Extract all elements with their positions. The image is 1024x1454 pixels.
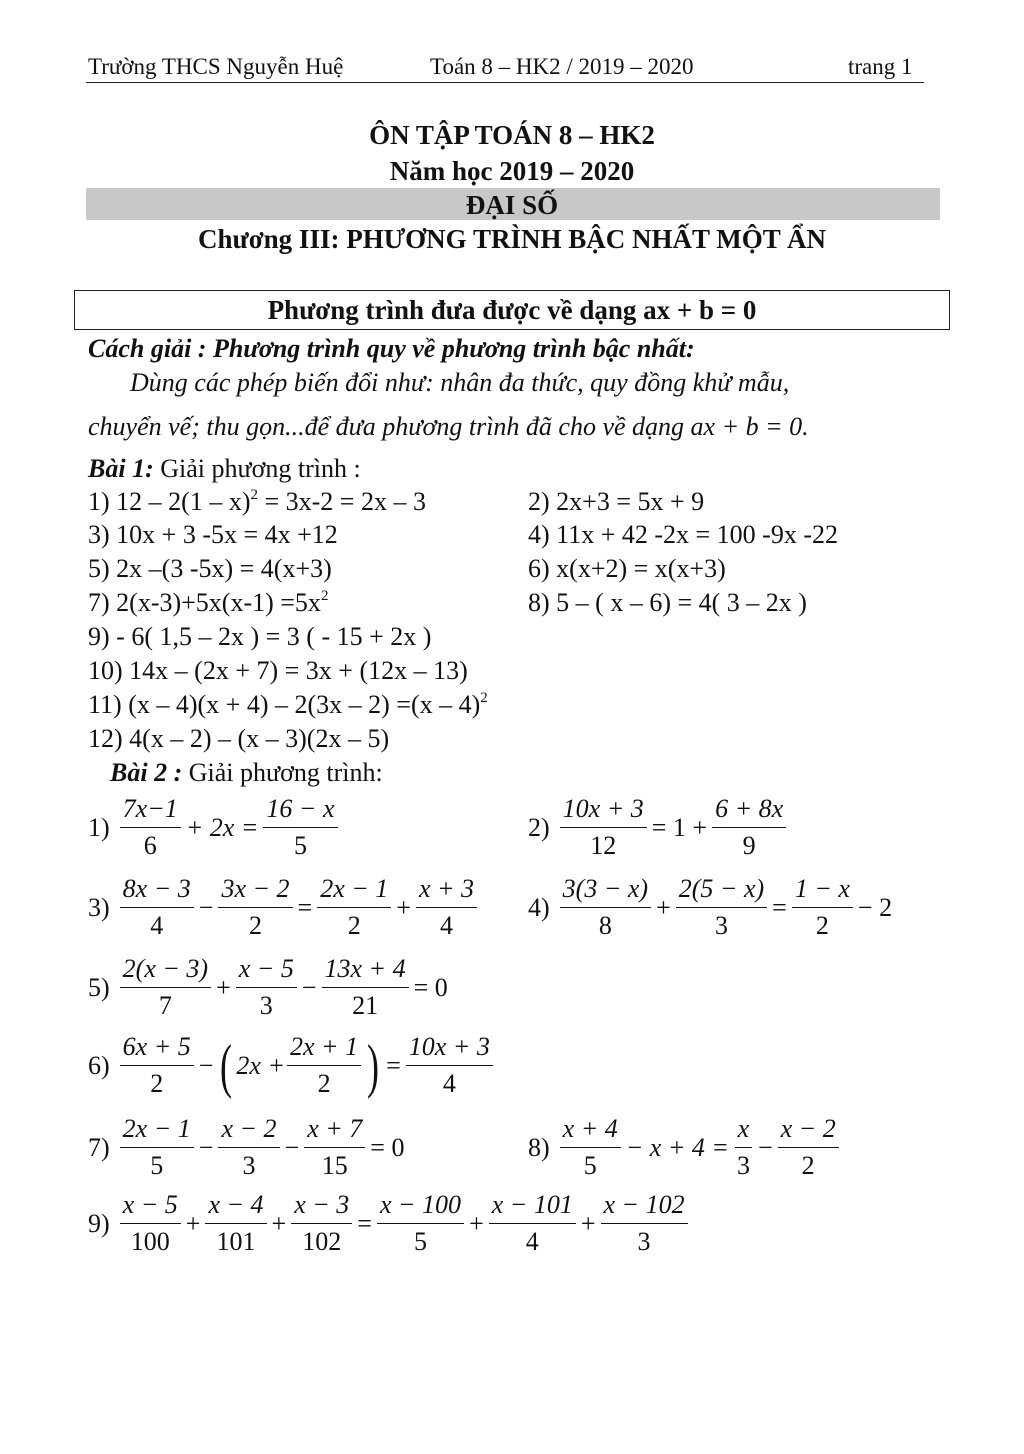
math-sup: 2 — [250, 487, 258, 503]
math-lbl: 6) — [88, 1050, 110, 1080]
math-paren: ( — [220, 1032, 233, 1099]
bai2-equation-5 — [88, 952, 451, 1023]
fraction — [120, 792, 181, 863]
math-num: 10x + 3 — [406, 1030, 493, 1066]
math-num: 2x − 1 — [120, 1112, 194, 1148]
bai2-equation-8 — [528, 1112, 841, 1183]
math-num: 13x + 4 — [322, 952, 409, 988]
fraction — [218, 1112, 279, 1183]
math-den: 2 — [248, 911, 262, 940]
math-sup: 2 — [480, 690, 488, 706]
bai1-problem-2: 2) 2x+3 = 5x + 9 — [528, 487, 705, 516]
bai2-equation-1 — [88, 792, 340, 863]
math-op: + — [271, 1208, 287, 1238]
math-den: 2 — [347, 911, 361, 940]
math-op: − — [284, 1132, 300, 1162]
method-line-2: chuyển vế; thu gọn...để đưa phương trình đã cho về dạng ax + b = 0. — [88, 412, 809, 441]
section-title: ĐẠI SỐ — [465, 190, 559, 220]
header-rule — [86, 82, 924, 83]
math-op: + — [216, 972, 231, 1002]
bai1-problem-6: 6) x(x+2) = x(x+3) — [528, 554, 726, 583]
math-op: + — [185, 1208, 201, 1238]
bai2-equation-4 — [528, 872, 895, 943]
math-den: 7 — [158, 991, 172, 1020]
header-page-number: trang 1 — [848, 54, 913, 79]
chapter-title: Chương III: PHƯƠNG TRÌNH BẬC NHẤT MỘT ẨN — [198, 224, 826, 254]
bai2-equation-2 — [528, 792, 788, 863]
math-den: 2 — [150, 1069, 164, 1098]
fraction — [304, 1112, 365, 1183]
math-den: 2 — [815, 911, 829, 940]
math-num: x − 2 — [218, 1112, 279, 1148]
math-den: 4 — [440, 911, 454, 940]
fraction — [778, 1112, 839, 1183]
math-op: + — [469, 1208, 484, 1238]
math-den: 4 — [442, 1069, 456, 1098]
math-op: − — [198, 1050, 214, 1080]
math-den: 3 — [714, 911, 728, 940]
bai1-problem-8: 8) 5 – ( x – 6) = 4( 3 – 2x ) — [528, 588, 807, 617]
bai1-label: Bài 1: — [88, 454, 154, 483]
school-year: Năm học 2019 – 2020 — [389, 156, 635, 186]
math-op: = — [297, 892, 313, 922]
bai1-problem-5: 5) 2x –(3 -5x) = 4(x+3) — [88, 554, 332, 583]
math-paren: ) — [367, 1032, 380, 1099]
math-var: 2x + — [236, 1050, 286, 1080]
math-span: 1) 12 – 2(1 – x) — [88, 487, 251, 516]
math-num: x − 4 — [205, 1188, 266, 1224]
fraction — [205, 1188, 266, 1259]
bai1-problem-12: 12) 4(x – 2) – (x – 3)(2x – 5) — [88, 724, 390, 753]
fraction — [120, 952, 211, 1023]
fraction — [317, 872, 391, 943]
math-lbl: 9) — [88, 1208, 110, 1238]
fraction — [416, 872, 477, 943]
math-den: 5 — [293, 831, 307, 860]
fraction — [792, 872, 853, 943]
fraction — [377, 1188, 464, 1259]
math-den: 3 — [736, 1151, 750, 1180]
math-num: 2(5 − x) — [676, 872, 767, 908]
math-op: − — [198, 1132, 214, 1162]
math-num: 6 + 8x — [712, 792, 786, 828]
bai1-problem-4: 4) 11x + 42 -2x = 100 -9x -22 — [528, 520, 838, 549]
math-num: x − 3 — [291, 1188, 352, 1224]
method-line-1: Dùng các phép biến đổi như: nhân đa thức, quy đồng khử mẫu, — [130, 368, 790, 397]
math-den: 4 — [525, 1227, 539, 1256]
topic-box: Phương trình đưa được về dạng ax + b = 0 — [74, 290, 950, 330]
math-op: + — [656, 892, 671, 922]
bai1-problem-9: 9) - 6( 1,5 – 2x ) = 3 ( - 15 + 2x ) — [88, 622, 432, 651]
bai1-heading — [88, 454, 361, 484]
fraction — [489, 1188, 576, 1259]
math-op: = 0 — [413, 972, 448, 1002]
bai1-problem-3: 3) 10x + 3 -5x = 4x +12 — [88, 520, 338, 549]
math-lbl: 1) — [88, 812, 110, 842]
math-num: 6x + 5 — [120, 1030, 194, 1066]
math-den: 2 — [317, 1069, 331, 1098]
math-op: = — [357, 1208, 372, 1238]
math-num: x − 101 — [489, 1188, 576, 1224]
math-num: x + 7 — [304, 1112, 365, 1148]
math-op: = — [772, 892, 787, 922]
math-den: 5 — [583, 1151, 597, 1180]
bai1-problem-7 — [88, 588, 328, 618]
math-op: − — [198, 892, 214, 922]
math-num: x − 100 — [377, 1188, 464, 1224]
math-num: 16 − x — [263, 792, 337, 828]
fraction — [712, 792, 786, 863]
math-num: 3(3 − x) — [560, 872, 651, 908]
math-num: x + 4 — [560, 1112, 621, 1148]
fraction — [406, 1030, 493, 1101]
bai2-equation-6 — [88, 1030, 495, 1101]
math-span: 7) 2(x-3)+5x(x-1) =5x — [88, 588, 321, 617]
math-den: 102 — [302, 1227, 342, 1256]
math-den: 12 — [590, 831, 617, 860]
header-course: Toán 8 – HK2 / 2019 – 2020 — [430, 54, 694, 79]
fraction — [287, 1030, 361, 1101]
math-num: x − 5 — [236, 952, 297, 988]
math-lbl: 5) — [88, 972, 110, 1002]
bai1-problem-11 — [88, 690, 488, 720]
math-den: 2 — [801, 1151, 815, 1180]
math-num: 3x − 2 — [218, 872, 292, 908]
bai2-equation-3 — [88, 872, 479, 943]
fraction — [120, 1188, 181, 1259]
bai1-instruction: Giải phương trình : — [153, 454, 361, 483]
fraction — [236, 952, 297, 1023]
math-op: − — [757, 1132, 773, 1162]
fraction — [676, 872, 767, 943]
math-den: 6 — [143, 831, 157, 860]
bai2-instruction: Giải phương trình: — [182, 758, 383, 787]
math-op: + — [396, 892, 411, 922]
math-num: 2x − 1 — [317, 872, 391, 908]
math-den: 3 — [637, 1227, 651, 1256]
fraction — [601, 1188, 688, 1259]
math-span: 11) (x – 4)(x + 4) – 2(3x – 2) =(x – 4) — [88, 690, 481, 719]
math-num: x − 5 — [120, 1188, 181, 1224]
doc-title: ÔN TẬP TOÁN 8 – HK2 — [369, 120, 655, 150]
math-den: 5 — [150, 1151, 164, 1180]
math-sup: 2 — [320, 588, 329, 604]
math-lbl: 7) — [88, 1132, 110, 1162]
math-num: 10x + 3 — [560, 792, 647, 828]
header-school: Trường THCS Nguyễn Huệ — [88, 54, 344, 79]
math-lbl: 8) — [528, 1132, 550, 1162]
math-den: 3 — [259, 991, 273, 1020]
fraction — [120, 1112, 194, 1183]
fraction — [322, 952, 409, 1023]
math-num: x − 102 — [601, 1188, 688, 1224]
math-den: 101 — [216, 1227, 256, 1256]
math-num: 2x + 1 — [287, 1030, 361, 1066]
math-num: x — [735, 1112, 753, 1148]
math-den: 3 — [242, 1151, 256, 1180]
fraction — [120, 872, 194, 943]
math-den: 21 — [352, 991, 379, 1020]
math-op: − — [301, 972, 317, 1002]
math-lbl: 4) — [528, 892, 550, 922]
math-op: + — [580, 1208, 596, 1238]
bai2-equation-7 — [88, 1112, 407, 1183]
fraction — [560, 1112, 621, 1183]
bai2-heading — [110, 758, 383, 788]
fraction — [734, 1112, 753, 1183]
math-num: 7x−1 — [120, 792, 181, 828]
method-heading: Cách giải : Phương trình quy về phương trình bậc nhất: — [88, 334, 695, 363]
fraction — [120, 1030, 194, 1101]
math-op: = 1 + — [651, 812, 708, 842]
fraction — [218, 872, 292, 943]
bai2-label: Bài 2 : — [110, 758, 183, 787]
math-den: 8 — [598, 911, 612, 940]
fraction — [560, 872, 651, 943]
math-op: + 2x = — [185, 812, 259, 842]
bai2-equation-9 — [88, 1188, 690, 1259]
math-num: x − 2 — [778, 1112, 839, 1148]
fraction — [291, 1188, 352, 1259]
bai1-problem-10: 10) 14x – (2x + 7) = 3x + (12x – 13) — [88, 656, 468, 685]
math-op: = 0 — [370, 1132, 405, 1162]
math-op: = — [386, 1050, 401, 1080]
math-den: 4 — [150, 911, 164, 940]
math-den: 5 — [414, 1227, 428, 1256]
math-den: 100 — [130, 1227, 170, 1256]
math-num: 1 − x — [792, 872, 853, 908]
math-den: 15 — [321, 1151, 348, 1180]
math-span: = 3x-2 = 2x – 3 — [257, 487, 426, 516]
math-lbl: 3) — [88, 892, 110, 922]
math-op: − x + 4 = — [625, 1132, 729, 1162]
math-den: 9 — [742, 831, 756, 860]
math-num: 2(x − 3) — [120, 952, 211, 988]
math-lbl: 2) — [528, 812, 550, 842]
fraction — [560, 792, 647, 863]
bai1-problem-1 — [88, 487, 426, 517]
math-num: 8x − 3 — [120, 872, 194, 908]
math-op: − 2 — [857, 892, 893, 922]
fraction — [263, 792, 337, 863]
math-num: x + 3 — [416, 872, 477, 908]
